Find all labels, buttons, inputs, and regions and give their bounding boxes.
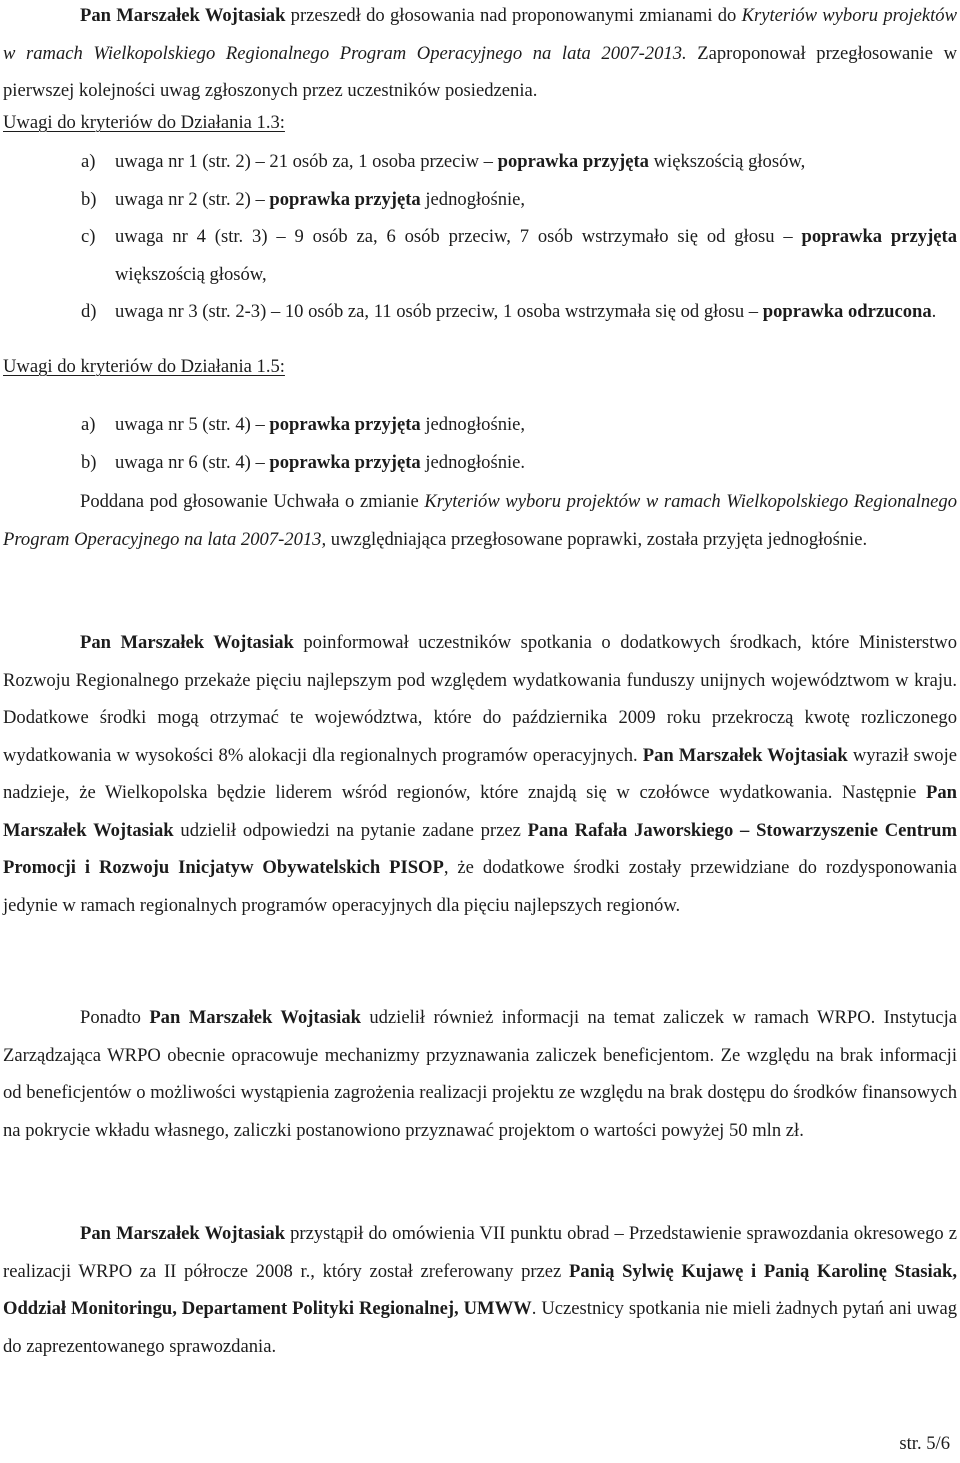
- paragraph-additional-funds: Pan Marszałek Wojtasiak poinformował uczestników spotkania o dodatkowych środkach, które Ministerstwo Rozwoju Regionalnego przekaże pięciu najlepszym pod względem wydatkowania funduszy unijnych województwom w kraju. Dodatkowe środki mogą otrzymać te województwa, które do października 2009 roku przekroczą kwotę rozliczonego wydatkowania w wysokości 8% alokacji dla regionalnych programów operacyjnych. Pan Marszałek Wojtasiak wyraził swoje nadzieje, że Wielkopolska będzie liderem wśród regionów, które znajdą się w czołówce wydatkowania. Następnie Pan Marszałek Wojtasiak udzielił odpowiedzi na pytanie zadane przez Pana Rafała Jaworskiego – Stowarzyszenie Centrum Promocji i Rozwoju Inicjatyw Obywatelskich PISOP, że dodatkowe środki zostały przewidziane do rozdysponowania jedynie w ramach regionalnych programów operacyjnych dla pięciu najlepszych regionów.: [3, 632, 958, 916]
- text: Zaproponował przegłosowanie w pierwszej kolejności uwag zgłoszonych przez uczestników posiedzenia.: [3, 42, 957, 101]
- list-item: b) uwaga nr 6 (str. 4) – poprawka przyjęta jednogłośnie.: [81, 451, 526, 473]
- list-item: a) uwaga nr 1 (str. 2) – 21 osób za, 1 osoba przeciw – poprawka przyjęta większością głosów,: [81, 151, 806, 172]
- list-item: b) uwaga nr 2 (str. 2) – poprawka przyjęta jednogłośnie,: [81, 188, 526, 210]
- participant-name: Pana Rafała Jaworskiego – Stowarzyszenie Centrum Promocji i Rozwoju Inicjatyw Obywatelskich PISOP: [3, 819, 958, 878]
- speaker-name: Pan Marszałek Wojtasiak: [642, 744, 848, 766]
- heading-dzialanie-1-5: Uwagi do kryteriów do Działania 1.5:: [3, 356, 285, 377]
- list-item: c) uwaga nr 4 (str. 3) – 9 osób za, 6 osób przeciw, 7 osób wstrzymało się od głosu – poprawka przyjęta większością głosów,: [81, 226, 957, 285]
- speaker-name: Pan Marszałek Wojtasiak: [80, 5, 286, 26]
- document-title: Kryteriów wyboru projektów w ramach Wielkopolskiego Regionalnego Program Operacyjnego na lata 2007-2013.: [3, 5, 957, 64]
- list-item: a) uwaga nr 5 (str. 4) – poprawka przyjęta jednogłośnie,: [81, 414, 526, 435]
- speaker-name: Pan Marszałek Wojtasiak: [80, 632, 294, 653]
- document-title: Kryteriów wyboru projektów w ramach Wielkopolskiego Regionalnego Program Operacyjnego na lata 2007-2013,: [3, 491, 957, 550]
- paragraph-advances: Ponadto Pan Marszałek Wojtasiak udzielił również informacji na temat zaliczek w ramach WRPO. Instytucja Zarządzająca WRPO obecnie opracowuje mechanizmy przyznawania zaliczek beneficjentom. Ze względu na brak informacji od beneficjentów o możliwości wystąpienia zagrożenia realizacji projektu ze względu na brak dostępu do środków finansowych na pokrycie wkładu własnego, zaliczki postanowiono przyznawać projektom o wartości powyżej 50 mln zł.: [3, 1007, 958, 1141]
- speaker-name: Pan Marszałek Wojtasiak: [149, 1007, 361, 1028]
- amendments-list-1-5: [0, 406, 960, 481]
- text: przeszedł do głosowania nad proponowanymi zmianami do: [285, 5, 742, 26]
- paragraph-resolution: Poddana pod głosowanie Uchwała o zmianie Kryteriów wyboru projektów w ramach Wielkopolskiego Regionalnego Program Operacyjnego na lata 2007-2013, uwzględniająca przegłosowane poprawki, została przyjęta jednogłośnie.: [3, 491, 957, 550]
- presenters-name: Panią Sylwię Kujawę i Panią Karolinę Stasiak, Oddział Monitoringu, Departament Polityki Regionalnej, UMWW: [3, 1260, 957, 1319]
- page-number: str. 5/6: [899, 1433, 950, 1454]
- amendments-list-1-3: [0, 143, 960, 331]
- speaker-name: Pan Marszałek Wojtasiak: [3, 782, 957, 841]
- heading-dzialanie-1-3: Uwagi do kryteriów do Działania 1.3:: [3, 112, 285, 133]
- speaker-name: Pan Marszałek Wojtasiak: [80, 1223, 286, 1244]
- paragraph-report: Pan Marszałek Wojtasiak przystąpił do omówienia VII punktu obrad – Przedstawienie sprawozdania okresowego z realizacji WRPO za II półrocze 2008 r., który został zreferowany przez Panią Sylwię Kujawę i Panią Karolinę Stasiak, Oddział Monitoringu, Departament Polityki Regionalnej, UMWW. Uczestnicy spotkania nie mieli żadnych pytań ani uwag do zaprezentowanego sprawozdania.: [3, 1223, 958, 1357]
- paragraph-voting-intro: [0, 0, 960, 110]
- list-item: d) uwaga nr 3 (str. 2-3) – 10 osób za, 11 osób przeciw, 1 osoba wstrzymała się od głosu – poprawka odrzucona.: [81, 301, 937, 323]
